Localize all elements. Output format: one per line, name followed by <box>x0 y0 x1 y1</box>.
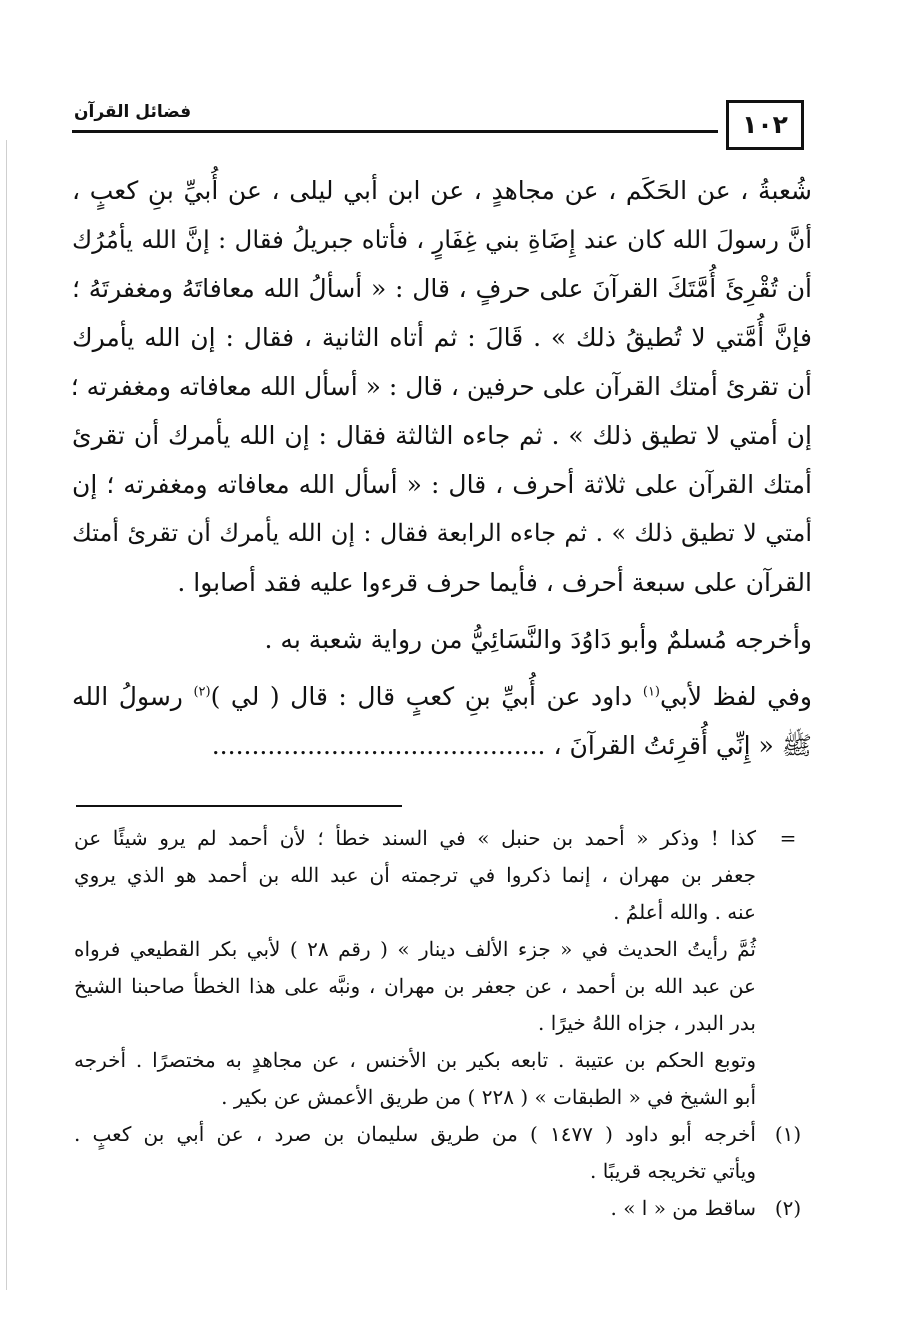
page-header <box>72 96 808 158</box>
running-title: فضائل القرآن <box>74 102 192 122</box>
footnote-separator <box>76 805 402 807</box>
footnote-2-mark: (٢) <box>774 1196 802 1220</box>
footnote-line: جعفر بن مهران ، إنما ذكروا في ترجمته أن عبد الله بن أحمد هو الذي يروي <box>74 863 756 887</box>
body-line: أن تقرئ أمتك القرآن على حرفين ، قال : « أسأل الله معافاته ومغفرته ؛ <box>70 372 812 401</box>
body-line: القرآن على سبعة أحرف ، فأيما حرف قرءوا عليه فقد أصابوا . <box>177 568 812 597</box>
body-line: أنَّ رسولَ الله كان عند إِضَاةِ بني غِفَارٍ ، فأتاه جبريلُ فقال : إنَّ الله يأمُرُك <box>72 225 812 254</box>
body-line: فإنَّ أُمَّتي لا تُطيقُ ذلك » . قَالَ : ثم أتاه الثانية ، فقال : إن الله يأمرك <box>72 323 812 352</box>
footnote-line: بدر البدر ، جزاه اللهُ خيرًا . <box>538 1011 756 1035</box>
footnote-1 <box>74 1116 814 1190</box>
footnote-2 <box>74 1190 814 1227</box>
main-text <box>72 166 812 770</box>
continuation-mark: = <box>779 826 797 850</box>
footnote-line: ويأتي تخريجه قريبًا . <box>590 1159 756 1183</box>
takhrij-line: وأخرجه مُسلمٌ وأبو دَاوُدَ والنَّسَائِيُّ من رواية شعبة به . <box>264 625 812 654</box>
lafz-text-c: رسولُ الله <box>72 682 183 711</box>
footnote-ref-2: (٢) <box>193 684 211 700</box>
footnote-line: عن عبد الله بن أحمد ، عن جعفر بن مهران ، ونبَّه على هذا الخطأ صاحبنا الشيخ <box>74 974 756 998</box>
footnote-line: أبو الشيخ في « الطبقات » ( ٢٢٨ ) من طريق الأعمش عن بكير . <box>221 1085 756 1109</box>
body-line: أمتك القرآن على ثلاثة أحرف ، قال : « أسأل الله معافاته ومغفرته ؛ إن <box>72 470 812 499</box>
footnote-line: وتوبع الحكم بن عتيبة . تابعه بكير بن الأخنس ، عن مجاهدٍ به مختصرًا . أخرجه <box>74 1048 756 1072</box>
footnote-continuation <box>74 820 814 1116</box>
footnote-1-mark: (١) <box>774 1122 802 1146</box>
footnote-line: كذا ! وذكر « أحمد بن حنبل » في السند خطأ ؛ لأن أحمد لم يرو شيئًا عن <box>74 826 756 850</box>
scan-margin-line <box>6 140 7 1290</box>
footnotes <box>74 820 814 1227</box>
header-rule <box>72 130 718 133</box>
footnote-line: عنه . والله أعلمُ . <box>613 900 756 924</box>
lafz-text-b: داود عن أُبيِّ بنِ كعبٍ قال : قال ( لي ) <box>210 682 633 711</box>
lafz-text-a: وفي لفظ لأبي <box>660 682 812 711</box>
footnote-line: أخرجه أبو داود ( ١٤٧٧ ) من طريق سليمان بن صرد ، عن أبي بن كعبٍ . <box>74 1122 756 1146</box>
body-line: شُعبةُ ، عن الحَكَم ، عن مجاهدٍ ، عن ابن أبي ليلى ، عن أُبيِّ بنِ كعبٍ ، <box>72 176 812 205</box>
footnote-line: ثُمَّ رأيتُ الحديث في « جزء الألف دينار » ( رقم ٢٨ ) لأبي بكر القطيعي فرواه <box>74 937 756 961</box>
lafz-line <box>72 672 812 721</box>
lafz-line-2: ﷺ « إِنِّي أُقرِئتُ القرآنَ ، .......................................... <box>211 731 812 760</box>
page-number-box: ١٠٢ <box>726 100 804 150</box>
footnote-ref-1: (١) <box>642 684 660 700</box>
footnote-line: ساقط من « ا » . <box>610 1196 756 1220</box>
body-line: أن تُقْرِئَ أُمَّتَكَ القرآنَ على حرفٍ ، قال : « أسألُ الله معافاتَهُ ومغفرتَهُ ؛ <box>72 274 812 303</box>
body-line: إن أمتي لا تطيق ذلك » . ثم جاءه الثالثة فقال : إن الله يأمرك أن تقرئ <box>72 421 812 450</box>
body-line: أمتي لا تطيق ذلك » . ثم جاءه الرابعة فقال : إن الله يأمرك أن تقرئ أمتك <box>72 519 812 547</box>
